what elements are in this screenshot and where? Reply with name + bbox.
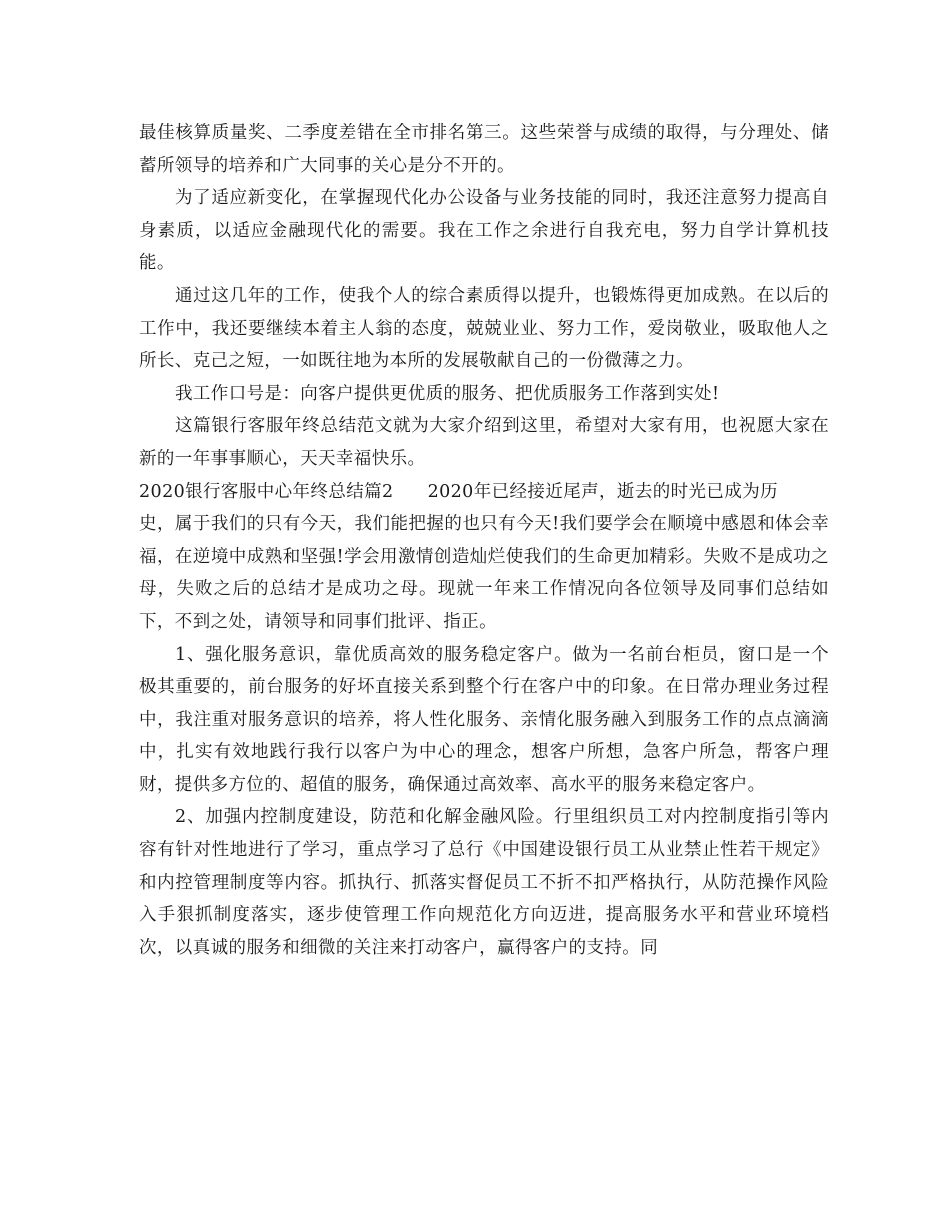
section-intro-first-line: 2020年已经接近尾声，逝去的时光已成为历 <box>427 481 779 502</box>
section-heading-line <box>139 476 829 509</box>
paragraph-honors: 最佳核算质量奖、二季度差错在全市排名第三。这些荣誉与成绩的取得，与分理处、储蓄所领导的培养和广大同事的关心是分不开的。 <box>139 123 829 176</box>
paragraph-self-improvement: 为了适应新变化，在掌握现代化办公设备与业务技能的同时，我还注意努力提高自身素质，以适应金融现代化的需要。我在工作之余进行自我充电，努力自学计算机技能。 <box>139 188 829 274</box>
paragraph-point-internal-control: 2、加强内控制度建设，防范和化解金融风险。行里组织员工对内控制度指引等内容有针对性地进行了学习，重点学习了总行《中国建设银行员工从业禁止性若干规定》和内控管理制度等内容。抓执行、抓落实督促员工不折不扣严格执行，从防范操作风险入手狠抓制度落实，逐步使管理工作向规范化方向迈进，提高服务水平和营业环境档次，以真诚的服务和细微的关注来打动客户，赢得客户的支持。同 <box>139 807 829 958</box>
document-body <box>139 117 829 964</box>
paragraph-closing: 这篇银行客服年终总结范文就为大家介绍到这里，希望对大家有用，也祝愿大家在新的一年事事顺心，天天幸福快乐。 <box>139 416 829 469</box>
section-heading: 2020银行客服中心年终总结篇2 <box>139 481 394 502</box>
paragraph-slogan: 我工作口号是：向客户提供更优质的服务、把优质服务工作落到实处! <box>175 383 720 404</box>
paragraph-section-intro: 史，属于我们的只有今天，我们能把握的也只有今天!我们要学会在顺境中感恩和体会幸福，在逆境中成熟和坚强!学会用激情创造灿烂使我们的生命更加精彩。失败不是成功之母，失败之后的总结才是成功之母。现就一年来工作情况向各位领导及同事们总结如下，不到之处，请领导和同事们批评、指正。 <box>139 514 829 632</box>
paragraph-reflection: 通过这几年的工作，使我个人的综合素质得以提升，也锻炼得更加成熟。在以后的工作中，我还要继续本着主人翁的态度，兢兢业业、努力工作，爱岗敬业，吸取他人之所长、克己之短，一如既往地为本所的发展敬献自己的一份微薄之力。 <box>139 285 829 372</box>
paragraph-point-service: 1、强化服务意识，靠优质高效的服务稳定客户。做为一名前台柜员，窗口是一个极其重要的，前台服务的好坏直接关系到整个行在客户中的印象。在日常办理业务过程中，我注重对服务意识的培养，将人性化服务、亲情化服务融入到服务工作的点点滴滴中，扎实有效地践行我行以客户为中心的理念，想客户所想，急客户所急，帮客户理财，提供多方位的、超值的服务，确保通过高效率、高水平的服务来稳定客户。 <box>139 644 829 795</box>
